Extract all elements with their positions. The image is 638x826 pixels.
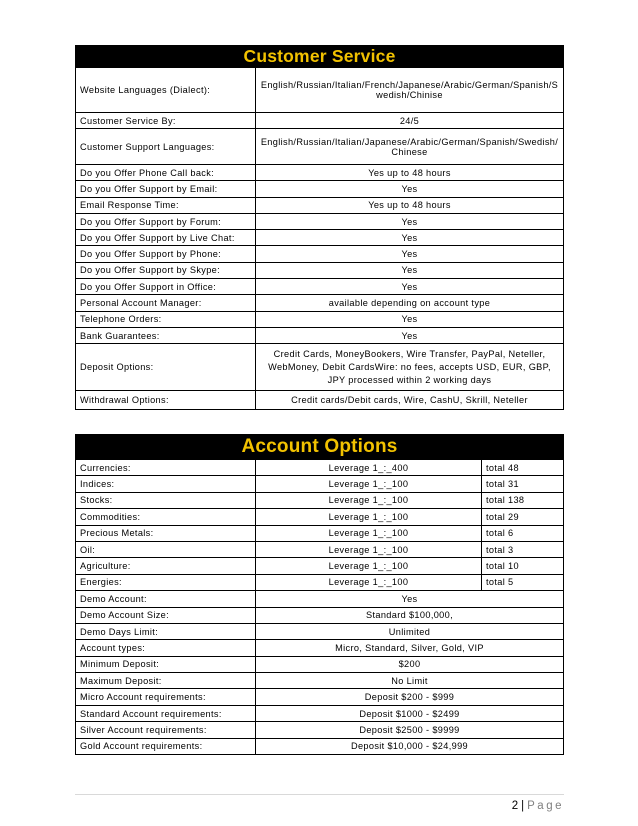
- table-row: Do you Offer Support by Skype: Yes: [76, 262, 564, 278]
- account-options-title: Account Options: [76, 435, 564, 460]
- table-row: Commodities: Leverage 1_:_100 total 29: [76, 509, 564, 525]
- table-row: Customer Support Languages: English/Russian/Italian/Japanese/Arabic/German/Spanish/Swedish/ Chinese: [76, 129, 564, 165]
- table-row: Currencies: Leverage 1_:_400 total 48: [76, 460, 564, 476]
- table-row: Do you Offer Support in Office: Yes: [76, 279, 564, 295]
- table-row: Agriculture: Leverage 1_:_100 total 10: [76, 558, 564, 574]
- table-row: Withdrawal Options: Credit cards/Debit cards, Wire, CashU, Skrill, Neteller: [76, 391, 564, 410]
- table-row: Customer Service By: 24/5: [76, 113, 564, 129]
- account-options-table: [75, 434, 564, 755]
- table-row: Gold Account requirements: Deposit $10,000 - $24,999: [76, 738, 564, 754]
- table-row: Micro Account requirements: Deposit $200 - $999: [76, 689, 564, 705]
- table-row: Do you Offer Support by Forum: Yes: [76, 213, 564, 229]
- footer-separator: |: [521, 800, 525, 812]
- table-row: Indices: Leverage 1_:_100 total 31: [76, 476, 564, 492]
- table-row: Demo Account Size: Standard $100,000,: [76, 607, 564, 623]
- table-row: Energies: Leverage 1_:_100 total 5: [76, 574, 564, 590]
- table-row: Personal Account Manager: available depending on account type: [76, 295, 564, 311]
- customer-service-title: Customer Service: [76, 46, 564, 68]
- customer-service-table: [75, 45, 564, 410]
- page-word: Page: [527, 800, 564, 812]
- table-row: Do you Offer Support by Live Chat: Yes: [76, 230, 564, 246]
- page-number: 2: [511, 800, 519, 812]
- table-row: Silver Account requirements: Deposit $2500 - $9999: [76, 722, 564, 738]
- table-row: Do you Offer Support by Phone: Yes: [76, 246, 564, 262]
- table-row: Oil: Leverage 1_:_100 total 3: [76, 541, 564, 557]
- table-row: Deposit Options: Credit Cards, MoneyBookers, Wire Transfer, PayPal, Neteller, WebMoney, Debit CardsWire: no fees, accepts USD, EUR, GBP, JPY processed within 2 working days: [76, 344, 564, 391]
- table-row: Account types: Micro, Standard, Silver, Gold, VIP: [76, 640, 564, 656]
- table-row: Standard Account requirements: Deposit $1000 - $2499: [76, 705, 564, 721]
- page-footer: [0, 800, 564, 812]
- table-row: Telephone Orders: Yes: [76, 311, 564, 327]
- table-row: Email Response Time: Yes up to 48 hours: [76, 197, 564, 213]
- table-row: Demo Days Limit: Unlimited: [76, 623, 564, 639]
- table-row: Do you Offer Phone Call back: Yes up to 48 hours: [76, 165, 564, 181]
- table-row: Stocks: Leverage 1_:_100 total 138: [76, 492, 564, 508]
- table-row: Precious Metals: Leverage 1_:_100 total 6: [76, 525, 564, 541]
- table-row: Do you Offer Support by Email: Yes: [76, 181, 564, 197]
- table-row: Website Languages (Dialect): English/Russian/Italian/French/Japanese/Arabic/German/Spanish/S wedish/Chinise: [76, 68, 564, 113]
- table-row: Maximum Deposit: No Limit: [76, 673, 564, 689]
- table-row: Bank Guarantees: Yes: [76, 327, 564, 343]
- footer-divider: [75, 794, 564, 795]
- table-row: Minimum Deposit: $200: [76, 656, 564, 672]
- table-row: Demo Account: Yes: [76, 591, 564, 607]
